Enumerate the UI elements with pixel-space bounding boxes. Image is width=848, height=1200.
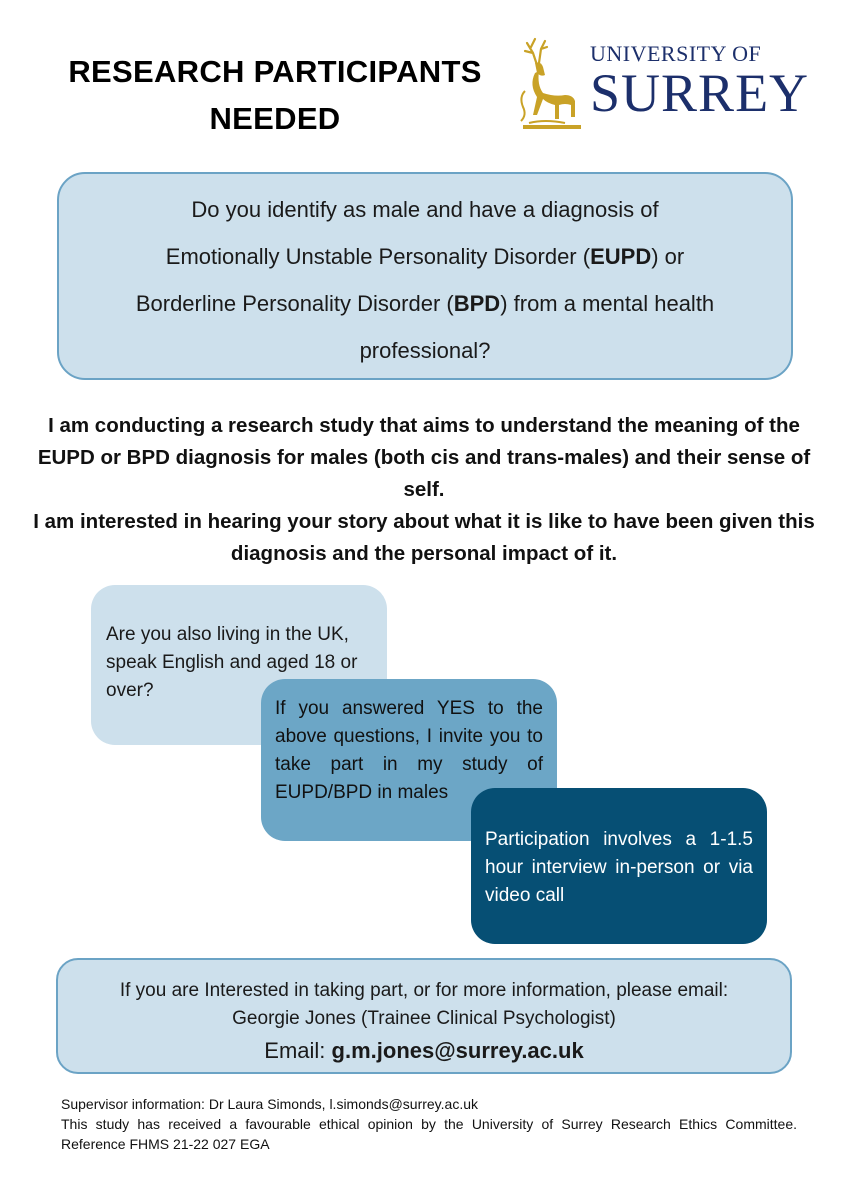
title-line-2: NEEDED [209,101,341,136]
question-line-3 [59,280,791,327]
title-line-1: RESEARCH PARTICIPANTS [68,54,482,89]
email-line [58,1035,790,1067]
participation-bubble: Participation involves a 1-1.5 hour interview in-person or via video call [471,788,767,944]
stag-emblem-icon [515,35,585,135]
logo-line-1: UNIVERSITY OF [590,41,762,66]
eupd-abbreviation: EUPD [590,244,652,269]
contact-email-link[interactable]: g.m.jones@surrey.ac.uk [331,1038,584,1063]
question-text-3: ) or [651,244,685,269]
criteria-bubble: Are you also living in the UK, speak English and aged 18 or over? [91,585,387,745]
question-line-2 [59,233,791,280]
question-line-1 [59,186,791,233]
footer-info [61,1094,797,1154]
logo-line-2: SURREY [590,63,810,123]
invitation-bubble: If you answered YES to the above questions, I invite you to take part in my study of EUPD/BPD in males [261,679,557,841]
email-label: Email: [264,1038,332,1063]
question-text-1: Do you identify as male and have a diagnosis of [191,197,659,222]
university-logo [515,35,810,140]
question-text-5: ) from a mental health [500,291,715,316]
contact-box [56,958,792,1074]
study-interest-paragraph: I am interested in hearing your story about what it is like to have been given this diagnosis and the personal impact of it. [33,510,815,565]
researcher-name: Georgie Jones (Trainee Clinical Psychologist) [232,1008,616,1029]
question-text-6: professional? [359,338,491,363]
ethics-statement: This study has received a favourable ethical opinion by the University of Surrey Research Ethics Committee. Reference FHMS 21-22 027 EGA [61,1116,797,1152]
poster-title [40,48,510,142]
supervisor-info: Supervisor information: Dr Laura Simonds, l.simonds@surrey.ac.uk [61,1096,478,1112]
study-aim-paragraph: I am conducting a research study that aims to understand the meaning of the EUPD or BPD diagnosis for males (both cis and trans-males) and their sense of self. [37,414,811,501]
eligibility-question-box [57,172,793,380]
study-description [30,410,818,570]
question-text-2: Emotionally Unstable Personality Disorder ( [165,244,591,269]
bpd-abbreviation: BPD [453,291,501,316]
contact-intro: If you are Interested in taking part, or for more information, please email: [119,980,729,1001]
logo-wordmark [590,41,810,123]
question-line-4 [59,327,791,374]
question-text-4: Borderline Personality Disorder ( [135,291,454,316]
